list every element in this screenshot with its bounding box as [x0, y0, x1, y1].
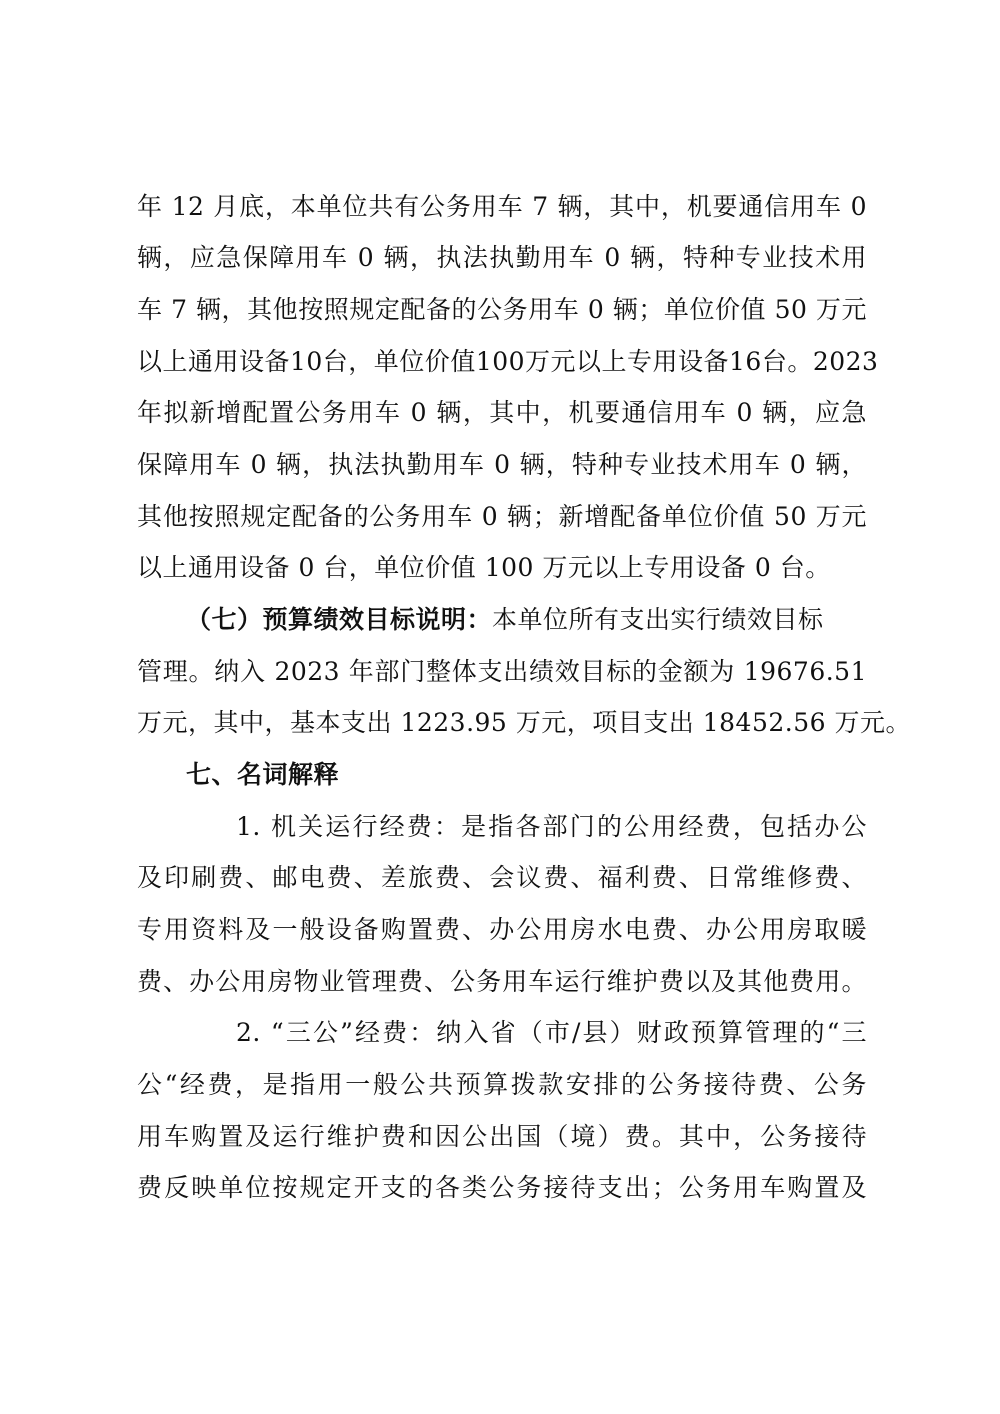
term-line: 及印刷费、邮电费、差旅费、会议费、福利费、日常维修费、	[137, 863, 867, 892]
performance-target-heading: （七）预算绩效目标说明：	[186, 605, 493, 634]
section-heading: 七、名词解释	[186, 760, 340, 789]
term-line: 费反映单位按规定开支的各类公务接待支出；公务用车购置及	[137, 1173, 867, 1202]
paragraph-line: 以上通用设备10台，单位价值100万元以上专用设备16台。2023	[137, 347, 879, 376]
paragraph-line: 年拟新增配置公务用车 0 辆，其中，机要通信用车 0 辆，应急	[137, 398, 867, 427]
paragraph-line: 年 12 月底，本单位共有公务用车 7 辆，其中，机要通信用车 0	[137, 192, 867, 221]
paragraph-line: 车 7 辆，其他按照规定配备的公务用车 0 辆；单位价值 50 万元	[137, 295, 867, 324]
term-line: 专用资料及一般设备购置费、办公用房水电费、办公用房取暖	[137, 915, 867, 944]
paragraph-line: 以上通用设备 0 台，单位价值 100 万元以上专用设备 0 台。	[137, 553, 831, 582]
term-line: 公“经费，是指用一般公共预算拨款安排的公务接待费、公务	[137, 1070, 867, 1099]
paragraph-line: 保障用车 0 辆，执法执勤用车 0 辆，特种专业技术用车 0 辆，	[137, 450, 867, 479]
paragraph-line: 管理。纳入 2023 年部门整体支出绩效目标的金额为 19676.51	[137, 657, 867, 686]
term-line: 用车购置及运行维护费和因公出国（境）费。其中，公务接待	[137, 1122, 867, 1151]
paragraph-line: 万元，其中，基本支出 1223.95 万元，项目支出 18452.56 万元。	[137, 708, 911, 737]
term-line: 费、办公用房物业管理费、公务用车运行维护费以及其他费用。	[137, 967, 867, 996]
paragraph-line: 其他按照规定配备的公务用车 0 辆；新增配备单位价值 50 万元	[137, 502, 867, 531]
term-line: 1. 机关运行经费：是指各部门的公用经费，包括办公	[236, 812, 867, 841]
paragraph-line: 辆，应急保障用车 0 辆，执法执勤用车 0 辆，特种专业技术用	[137, 243, 867, 272]
performance-target-text: 本单位所有支出实行绩效目标	[492, 605, 824, 634]
performance-target-first-line	[186, 602, 867, 638]
term-line: 2. “三公”经费：纳入省（市/县）财政预算管理的“三	[236, 1018, 867, 1047]
